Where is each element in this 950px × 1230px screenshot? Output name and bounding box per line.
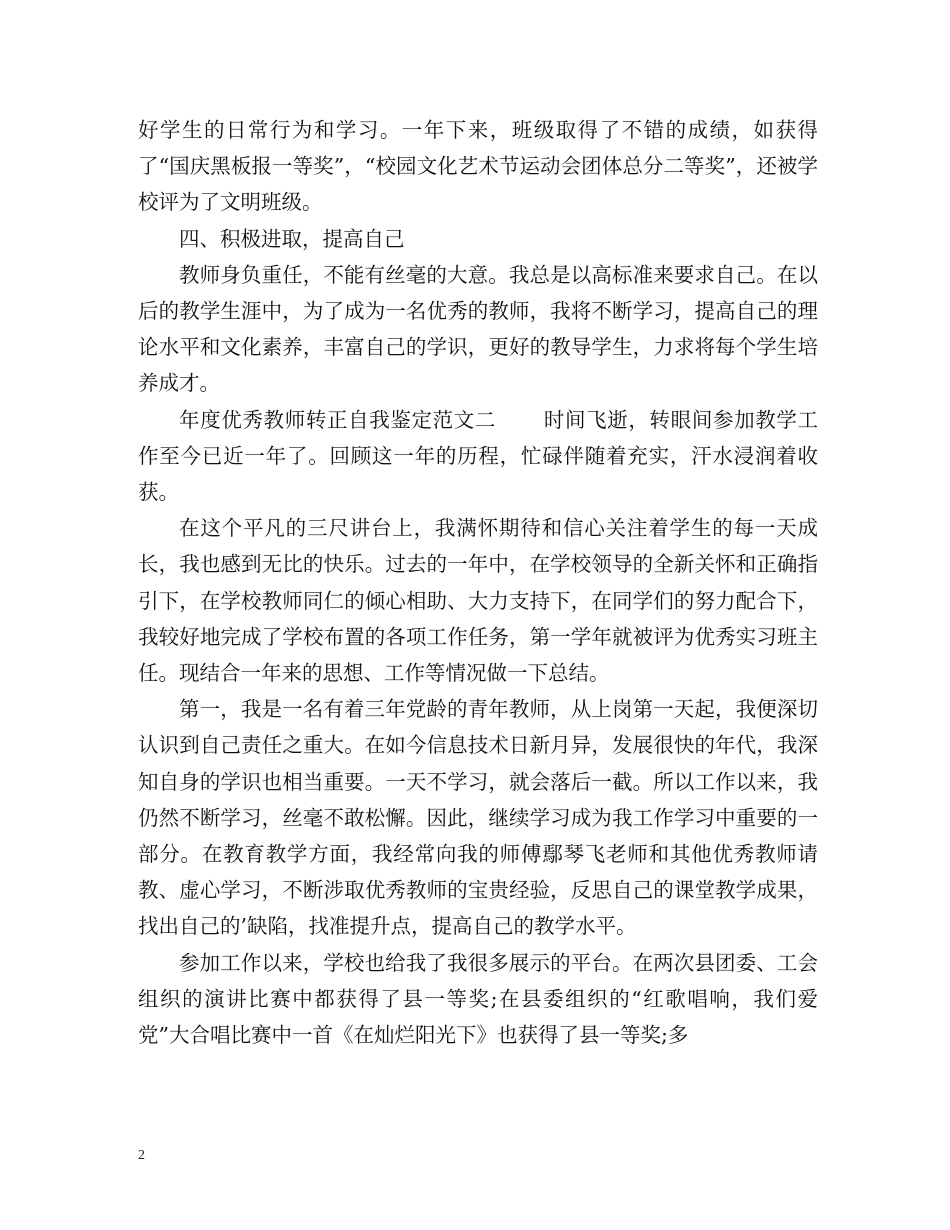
essay-title: 年度优秀教师转正自我鉴定范文二 <box>179 407 497 432</box>
paragraph-platform: 参加工作以来，学校也给我了我很多展示的平台。在两次县团委、工会组织的演讲比赛中都获得了县一等奖;在县委组织的“红歌唱响，我们爱党”大合唱比赛中一首《在灿烂阳光下》也获得了县一等奖;多 <box>138 950 818 1048</box>
paragraph-continued: 好学生的日常行为和学习。一年下来，班级取得了不错的成绩，如获得了“国庆黑板报一等奖”，“校园文化艺术节运动会团体总分二等奖”，还被学校评为了文明班级。 <box>138 118 818 215</box>
page-number: 2 <box>138 1148 145 1163</box>
paragraph-first-point: 第一，我是一名有着三年党龄的青年教师，从上岗第一天起，我便深切认识到自己责任之重大。在如今信息技术日新月异，发展很快的年代，我深知自身的学识也相当重要。一天不学习，就会落后一截。所以工作以来，我仍然不断学习，丝毫不敢松懈。因此，继续学习成为我工作学习中重要的一部分。在教育教学方面，我经常向我的师傅鄢琴飞老师和其他优秀教师请教、虚心学习，不断涉取优秀教师的宝贵经验，反思自己的课堂教学成果，找出自己的’缺陷，找准提升点，提高自己的教学水平。 <box>138 697 818 939</box>
essay-intro-text: 时间飞逝，转眼间参加教学工作至今已近一年了。回顾这一年的历程，忙碌伴随着充实，汗水浸润着收获。 <box>138 407 819 505</box>
document-body <box>138 112 818 1053</box>
paragraph-self-requirement: 教师身负重任，不能有丝毫的大意。我总是以高标准来要求自己。在以后的教学生涯中，为了成为一名优秀的教师，我将不断学习，提高自己的理论水平和文化素养，丰富自己的学识，更好的教导学生，力求将每个学生培养成才。 <box>138 262 818 396</box>
section-heading: 四、积极进取，提高自己 <box>179 226 405 251</box>
paragraph-podium: 在这个平凡的三尺讲台上，我满怀期待和信心关注着学生的每一天成长，我也感到无比的快乐。过去的一年中，在学校领导的全新关怀和正确指引下，在学校教师同仁的倾心相助、大力支持下，在同学们的努力配合下，我较好地完成了学校布置的各项工作任务，第一学年就被评为优秀实习班主任。现结合一年来的思想、工作等情况做一下总结。 <box>138 516 818 686</box>
paragraph-essay-two-intro <box>138 402 818 511</box>
